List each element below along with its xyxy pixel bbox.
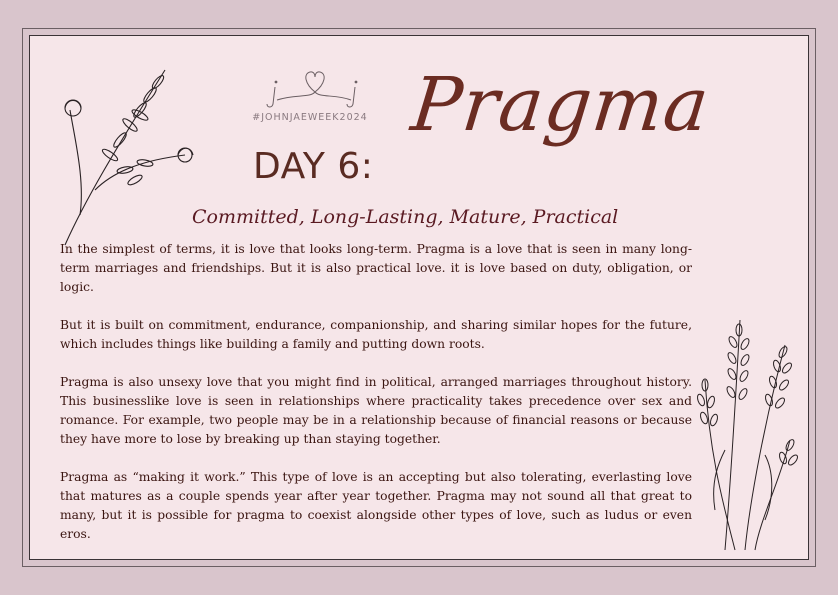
floral-branch-icon — [45, 60, 205, 250]
paragraph: Pragma as “making it work.” This type of love is an accepting but also tolerating, everlasting love that matures as a couple spends year after year together. Pragma may not sound all that great to many, but it is possible for pragma to coexist alongside other types of love, such as ludus or even eros. — [60, 470, 692, 541]
paragraph: But it is built on commitment, endurance, companionship, and sharing similar hopes for the future, which includes things like building a family and putting down roots. — [60, 318, 692, 351]
paragraph: Pragma is also unsexy love that you might find in political, arranged marriages throughout history. This businesslike love is seen in relationships where practicality takes precedence over sex and romance. For example, two people may be in a relationship because of financial reasons or because they have more to lose by breaking up than staying together. — [60, 375, 692, 446]
hashtag: #JOHNJAEWEEK2024 — [252, 112, 368, 123]
page-title: Pragma — [407, 62, 714, 148]
subtitle: Committed, Long-Lasting, Mature, Practical — [192, 206, 619, 228]
lavender-sprig-icon — [695, 310, 800, 555]
paragraph: In the simplest of terms, it is love that looks long-term. Pragma is a love that is seen in many long-term marriages and friendships. But it is also practical love. it is love based on duty, obligation, or logic. — [60, 242, 692, 294]
day-label: DAY 6: — [253, 146, 374, 187]
heart-logo-icon — [255, 62, 375, 110]
body-text — [60, 240, 692, 563]
